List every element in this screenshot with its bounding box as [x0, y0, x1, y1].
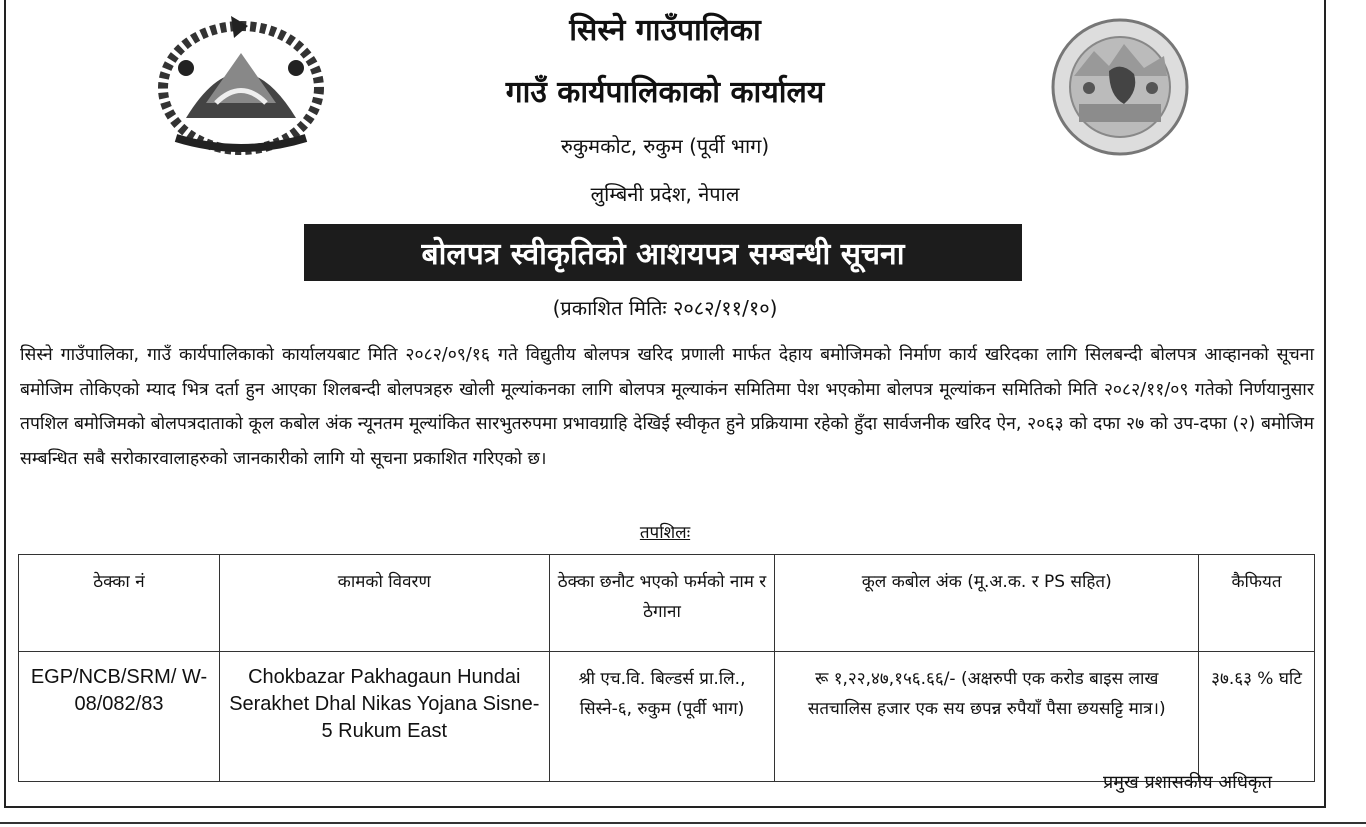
cell-remarks: ३७.६३ % घटि: [1199, 652, 1315, 782]
bid-table: [18, 554, 1315, 782]
header-remarks: कैफियत: [1199, 555, 1315, 652]
notice-frame: [4, 0, 1326, 808]
notice-title: बोलपत्र स्वीकृतिको आशयपत्र सम्बन्धी सूचना: [421, 237, 905, 272]
header-description: कामको विवरण: [219, 555, 549, 652]
header-firm: ठेक्का छनौट भएको फर्मको नाम र ठेगाना: [549, 555, 775, 652]
published-date: (प्रकाशित मितिः २०८२/११/१०): [552, 296, 778, 320]
province-line: लुम्बिनी प्रदेश, नेपाल: [590, 182, 740, 206]
table-row: [19, 652, 1315, 782]
bottom-divider: [0, 822, 1366, 824]
org-name: सिस्ने गाउँपालिका: [569, 13, 761, 48]
signatory: प्रमुख प्रशासकीय अधिकृत: [1103, 772, 1272, 793]
schedule-label: तपशिलः: [639, 523, 691, 543]
cell-firm: श्री एच.वि. बिल्डर्स प्रा.लि., सिस्ने-६, रुकुम (पूर्वी भाग): [549, 652, 775, 782]
office-name: गाउँ कार्यपालिकाको कार्यालय: [505, 75, 825, 110]
notice-title-banner: [304, 224, 1022, 281]
cell-contract-no: EGP/NCB/SRM/ W-08/082/83: [19, 652, 220, 782]
header-amount: कूल कबोल अंक (मू.अ.क. र PS सहित): [775, 555, 1199, 652]
table-header-row: [19, 555, 1315, 652]
header-contract-no: ठेक्का नं: [19, 555, 220, 652]
cell-amount: रू १,२२,४७,१५६.६६/- (अक्षरुपी एक करोड बाइस लाख सतचालिस हजार एक सय छपन्न रुपैयाँ पैसा छयसट्टि मात्र।): [775, 652, 1199, 782]
cell-description: Chokbazar Pakhagaun Hundai Serakhet Dhal Nikas Yojana Sisne-5 Rukum East: [219, 652, 549, 782]
notice-body: सिस्ने गाउँपालिका, गाउँ कार्यपालिकाको कार्यालयबाट मिति २०८२/०९/१६ गते विद्युतीय बोलपत्र खरिद प्रणाली मार्फत देहाय बमोजिमको निर्माण कार्य खरिदका लागि सिलबन्दी बोलपत्र आव्हानको सूचना बमोजिम तोकिएको म्याद भित्र दर्ता हुन आएका शिलबन्दी बोलपत्रहरु खोली मूल्यांकनका लागि बोलपत्र मूल्याकंन समितिमा पेश भएकोमा बोलपत्र मूल्यांकन समितिको मिति २०८२/११/०९ गतेको निर्णयानुसार तपशिल बमोजिमको बोलपत्रदाताको कूल कबोल अंक न्यूनतम मूल्यांकित सारभुतरुपमा प्रभावग्राहि देखिई स्वीकृत हुने प्रक्रियामा रहेको हुँदा सार्वजनीक खरिद ऐन, २०६३ को दफा २७ को उप-दफा (२) बमोजिम सम्बन्धित सबै सरोकारवालाहरुको जानकारीको लागि यो सूचना प्रकाशित गरिएको छ।: [20, 345, 1314, 469]
office-address: रुकुमकोट, रुकुम (पूर्वी भाग): [560, 134, 770, 158]
